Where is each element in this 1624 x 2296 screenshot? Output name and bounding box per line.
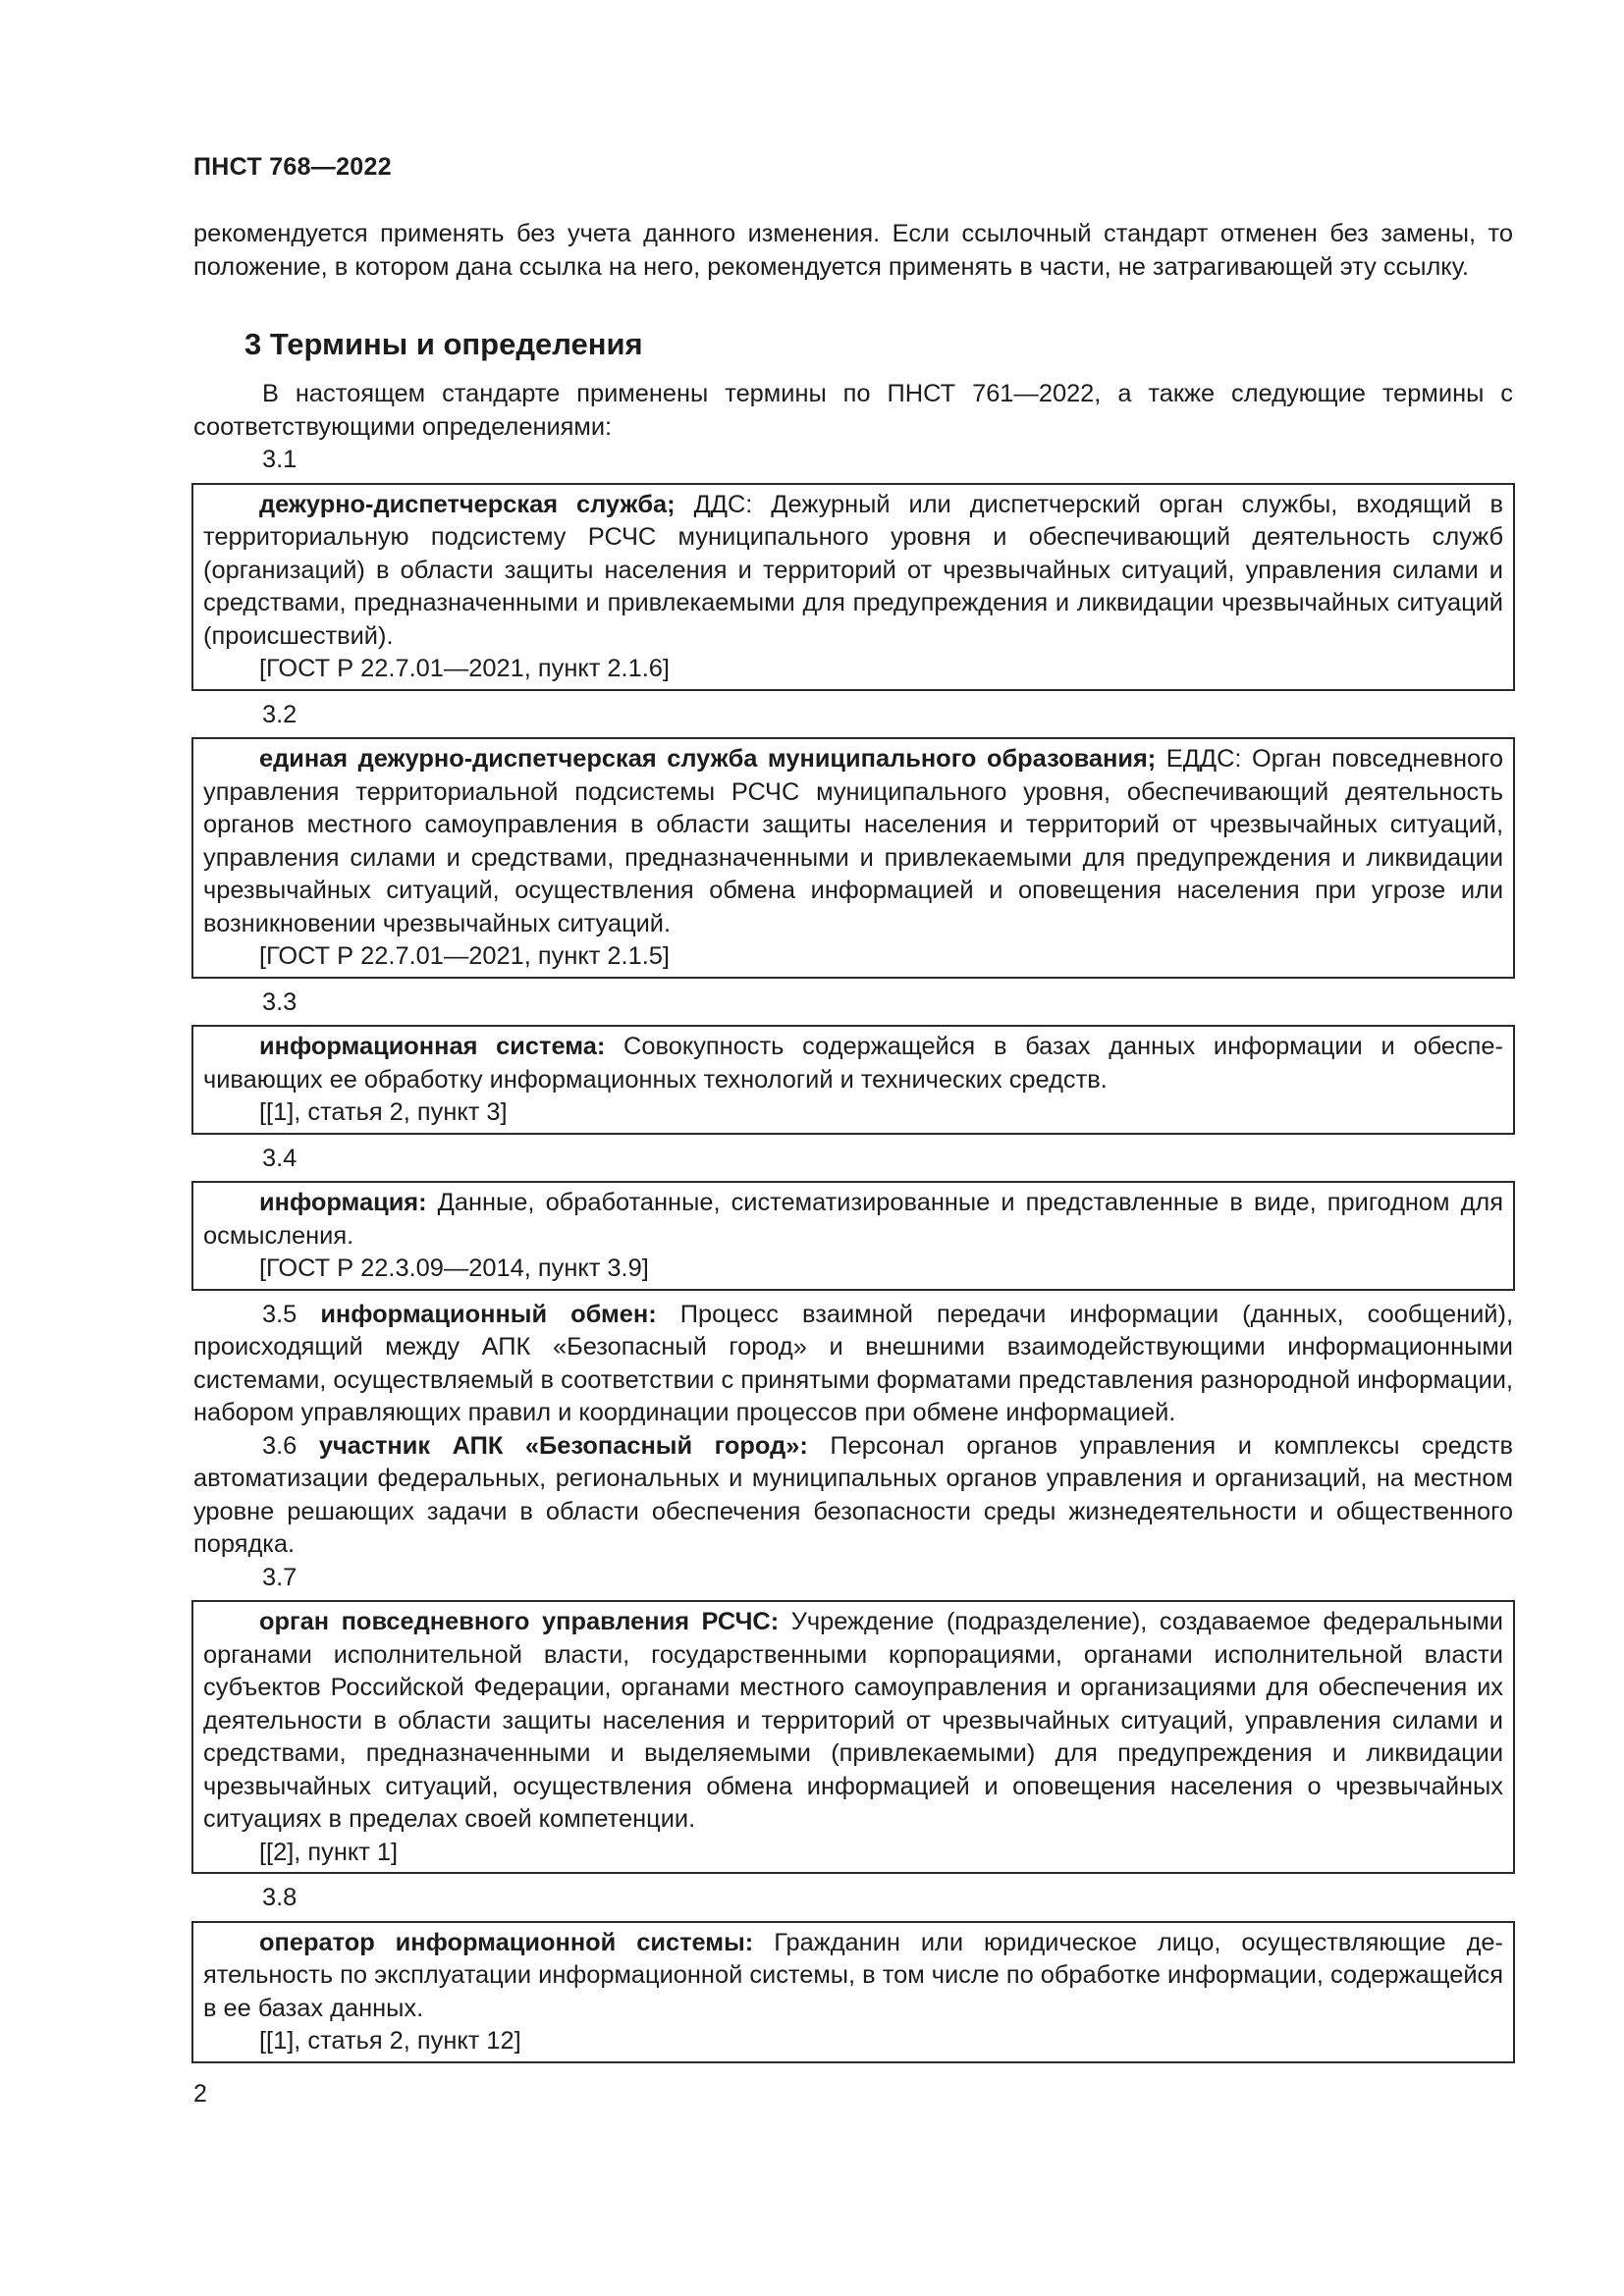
- plain-term: [193, 1299, 1513, 1430]
- term-definition-paragraph: [203, 1927, 1503, 2026]
- term-source: [ГОСТ Р 22.7.01—2021, пункт 2.1.6]: [259, 655, 670, 682]
- term-definition-paragraph: [203, 1031, 1503, 1096]
- term-source: [ГОСТ Р 22.3.09—2014, пункт 3.9]: [259, 1255, 649, 1282]
- term-source: [ГОСТ Р 22.7.01—2021, пункт 2.1.5]: [259, 942, 670, 970]
- section-heading: 3 Термины и определения: [244, 327, 643, 361]
- page-content: [193, 218, 1513, 2071]
- term-definition: ДДС: Дежурный или диспетчерский орган службы, входящий в территориальную подсистему РСЧС муниципального уровня и обеспечивающий деятельность служб (организаций) в области защиты населения и территорий от чрезвычайных ситуаций, управления силами и средствами, предназначенными и привлекаемыми для предупреждения и ликвидации чрезвычайных ситуаций (происшествий).: [203, 490, 1503, 650]
- term-number: 3.4: [262, 1144, 298, 1172]
- term-source: [[2], пункт 1]: [259, 1838, 399, 1866]
- term-source: [[1], статья 2, пункт 12]: [259, 2027, 521, 2055]
- term-number: 3.7: [262, 1563, 298, 1591]
- page-number: 2: [193, 2080, 207, 2108]
- term-definition-paragraph: [203, 743, 1503, 940]
- term-number: 3.6: [262, 1431, 298, 1460]
- term-number: 3.3: [262, 988, 298, 1016]
- term-number: 3.1: [262, 446, 298, 473]
- term-title: информационная система:: [259, 1033, 606, 1060]
- term-number: 3.8: [262, 1884, 298, 1911]
- term-definition: Данные, обработанные, систематизированные и представленные в виде, пригодном для осмысления.: [203, 1189, 1503, 1250]
- term-source: [[1], статья 2, пункт 3]: [259, 1098, 508, 1126]
- term-box: [191, 737, 1515, 979]
- term-definition: Учреждение (подразделение), создаваемое федеральными органами исполнительной власти, государственными корпорациями, органами исполнительной власти субъектов Российской Федерации, органами местного самоуправления и организациями для обеспечения их деятельности в области защиты населения и территорий от чрезвычайных ситуаций, управления силами и средствами, предназначенными и выделяемыми (привлекаемыми) для предупреждения и ликвидации чрезвычайных ситуаций, осуществления обмена информацией и оповещения населения о чрезвычайных ситуациях в пределах своей компетенции.: [203, 1608, 1503, 1833]
- term-title: информация:: [259, 1189, 427, 1216]
- term-definition-paragraph: [203, 1606, 1503, 1837]
- term-definition-paragraph: [203, 1187, 1503, 1253]
- term-title: участник АПК «Безопасный город»:: [318, 1431, 808, 1460]
- term-box: [191, 1600, 1515, 1874]
- term-number: 3.5: [262, 1300, 298, 1328]
- term-box: [191, 1025, 1515, 1135]
- section-lead: В настоящем стандарте применены термины по ПНСТ 761—2022, а также следующие термины с соответствующими определениями:: [193, 380, 1513, 441]
- plain-term: [193, 1430, 1513, 1562]
- term-definition: ЕДДС: Орган повседневного управления территориальной подсистемы РСЧС муниципального уровня, обеспечивающий деятельность органов местного самоуправления в области защиты населения и территорий от чрезвычайных ситуаций, управления силами и средствами, предназначенными и привлекаемыми для предупреждения и ликвидации чрезвычайных ситуаций, осуществления обмена информацией и оповещения населения при угрозе или возникновении чрезвычайных ситуаций.: [203, 745, 1504, 937]
- term-title: орган повседневного управления РСЧС:: [259, 1608, 780, 1635]
- term-definition: Гражданин или юридическое лицо, осуществляющие деятельность по эксплуатации информационной системы, в том числе по обработке информации, содержащейся в ее базах данных.: [203, 1928, 1504, 2022]
- term-box: [191, 1921, 1515, 2063]
- term-title: дежурно-диспетчерская служба;: [259, 490, 676, 518]
- term-box: [191, 483, 1515, 691]
- term-number: 3.2: [262, 700, 298, 728]
- term-definition: Персонал органов управления и комплексы средств автоматизации федеральных, региональных и муниципальных органов управления и организаций, на местном уровне решающих задачи в области обеспечения безопасности среды жизнедеятельности и общественного порядка.: [193, 1431, 1513, 1558]
- term-title: оператор информационной системы:: [259, 1928, 754, 1956]
- term-definition-paragraph: [203, 489, 1503, 654]
- term-title: единая дежурно-диспетчерская служба муниципального образования;: [259, 745, 1157, 773]
- term-definition: Совокупность содержащейся в базах данных информации и обеспечивающих ее обработку информационных технологий и технических средств.: [203, 1033, 1503, 1094]
- term-title: информационный обмен:: [320, 1300, 657, 1328]
- term-box: [191, 1181, 1515, 1291]
- intro-continuation: рекомендуется применять без учета данного изменения. Если ссылочный стандарт отменен без замены, то положение, в котором дана ссылка на него, рекомендуется применять в части, не затрагивающей эту ссылку.: [193, 220, 1513, 281]
- document-code: ПНСТ 768—2022: [193, 153, 392, 181]
- term-definition: Процесс взаимной передачи информации (данных, сообщений), происходящий между АПК «Безопасный город» и внешними взаимодействующими информационными системами, осуществляемый в соответствии с принятыми форматами представления разнородной информации, набором управляющих правил и координации процессов при обмене информацией.: [193, 1300, 1513, 1426]
